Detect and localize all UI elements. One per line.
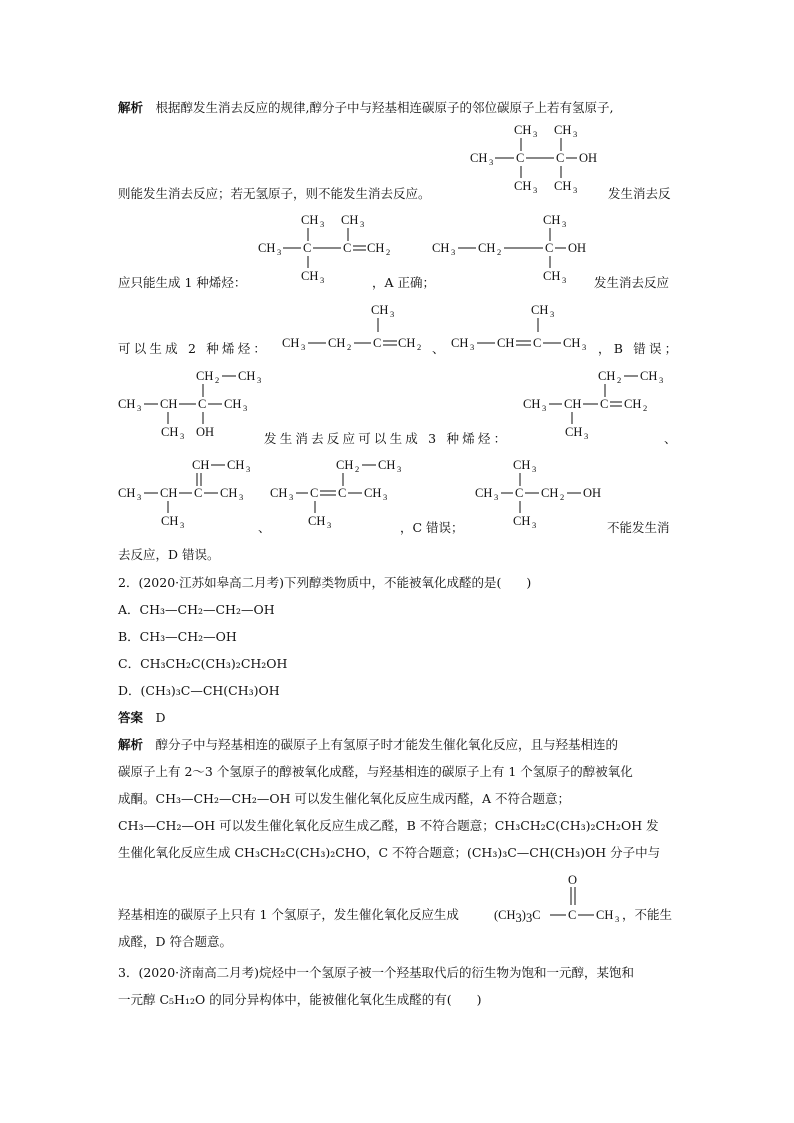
q2-stem: 2．(2020·江苏如皋高二月考)下列醇类物质中，不能被氧化成醛的是( ) bbox=[118, 575, 532, 590]
svg-text:CH: CH bbox=[371, 303, 389, 317]
formula-s2 bbox=[258, 210, 398, 290]
svg-text:OH: OH bbox=[583, 486, 602, 500]
formula-s4 bbox=[282, 300, 432, 360]
svg-text:CH: CH bbox=[513, 458, 531, 472]
svg-text:CH: CH bbox=[227, 458, 245, 472]
svg-text:CH: CH bbox=[118, 486, 136, 500]
svg-text:CH: CH bbox=[336, 458, 354, 472]
analysis1-line5b: 、 bbox=[664, 431, 677, 446]
svg-text:CH: CH bbox=[118, 397, 136, 411]
svg-text:CH: CH bbox=[161, 514, 179, 528]
svg-text:3: 3 bbox=[615, 914, 620, 924]
answer-label: 答案 bbox=[118, 710, 144, 725]
svg-text:CH: CH bbox=[523, 397, 541, 411]
svg-text:2: 2 bbox=[617, 375, 622, 385]
svg-text:CH: CH bbox=[160, 397, 178, 411]
analysis1-line6b: ，C 错误； bbox=[400, 520, 464, 535]
svg-text:3: 3 bbox=[320, 219, 325, 229]
q2-analysis-line5: 生催化氧化反应生成 CH₃CH₂C(CH₃)₂CHO，C 不符合题意；(CH₃)₃C—CH(CH₃)OH 分子中与 bbox=[118, 845, 661, 860]
svg-text:C: C bbox=[600, 397, 609, 411]
svg-text:3: 3 bbox=[494, 492, 499, 502]
q2-option-b: B．CH₃—CH₂—OH bbox=[118, 629, 237, 644]
q2-analysis-line2: 碳原子上有 2～3 个氢原子的醇被氧化成醛，与羟基相连的碳原子上有 1 个氢原子的醇被氧化 bbox=[118, 764, 633, 779]
svg-text:C: C bbox=[556, 151, 565, 165]
svg-text:CH: CH bbox=[238, 369, 256, 383]
svg-text:3: 3 bbox=[327, 520, 332, 530]
q2-option-d: D．(CH₃)₃C—CH(CH₃)OH bbox=[118, 683, 280, 698]
svg-text:3: 3 bbox=[360, 219, 365, 229]
q2-analysis-line3: 成酮。CH₃—CH₂—CH₂—OH 可以发生催化氧化反应生成丙醛，A 不符合题意； bbox=[118, 791, 571, 806]
svg-text:C: C bbox=[515, 486, 524, 500]
svg-text:3: 3 bbox=[180, 520, 185, 530]
svg-text:C: C bbox=[194, 486, 203, 500]
q2-option-c: C．CH₃CH₂C(CH₃)₂CH₂OH bbox=[118, 656, 288, 671]
svg-text:OH: OH bbox=[579, 151, 598, 165]
svg-text:CH: CH bbox=[258, 241, 276, 255]
analysis1-line4a: 可以生成 2 种烯烃： bbox=[118, 341, 270, 356]
svg-text:3: 3 bbox=[180, 431, 185, 441]
formula-s9 bbox=[270, 455, 410, 535]
svg-text:3: 3 bbox=[257, 375, 262, 385]
formula-s7 bbox=[523, 366, 673, 446]
svg-text:CH: CH bbox=[270, 486, 288, 500]
analysis1-line4b: 、 bbox=[432, 341, 445, 356]
q2-analysis-line1 bbox=[118, 737, 618, 753]
analysis1-line3b: ，A 正确； bbox=[372, 275, 436, 290]
svg-text:CH: CH bbox=[451, 336, 469, 350]
svg-text:C: C bbox=[343, 241, 352, 255]
svg-text:3: 3 bbox=[277, 247, 282, 257]
svg-text:3: 3 bbox=[533, 185, 538, 195]
answer-value: D bbox=[155, 710, 166, 725]
q3-line2: 一元醇 C₅H₁₂O 的同分异构体中，能被催化氧化生成醛的有( ) bbox=[118, 992, 482, 1007]
svg-text:3: 3 bbox=[532, 520, 537, 530]
svg-text:2: 2 bbox=[643, 403, 648, 413]
svg-text:3: 3 bbox=[289, 492, 294, 502]
svg-text:CH: CH bbox=[192, 458, 210, 472]
svg-text:CH: CH bbox=[598, 369, 616, 383]
formula-s10 bbox=[475, 455, 615, 535]
svg-text:2: 2 bbox=[355, 464, 360, 474]
formula-s1 bbox=[470, 120, 620, 200]
svg-text:3: 3 bbox=[562, 219, 567, 229]
svg-text:CH: CH bbox=[301, 269, 319, 283]
analysis-label-2: 解析 bbox=[118, 737, 144, 752]
analysis1-line1 bbox=[118, 100, 613, 116]
svg-text:3: 3 bbox=[489, 157, 494, 167]
q2-a1: 醇分子中与羟基相连的碳原子上有氢原子时才能发生催化氧化反应，且与羟基相连的 bbox=[155, 737, 619, 752]
svg-text:CH: CH bbox=[220, 486, 238, 500]
svg-text:CH: CH bbox=[282, 336, 300, 350]
svg-text:CH: CH bbox=[378, 458, 396, 472]
svg-text:2: 2 bbox=[560, 492, 565, 502]
svg-text:3: 3 bbox=[239, 492, 244, 502]
q3-line1: 3．(2020·济南高二月考)烷烃中一个氢原子被一个羟基取代后的衍生物为饱和一元醇，某饱和 bbox=[118, 965, 634, 980]
formula-s3 bbox=[432, 210, 602, 290]
svg-text:3: 3 bbox=[542, 403, 547, 413]
q2-analysis-line7: 成醛，D 符合题意。 bbox=[118, 934, 232, 949]
svg-text:OH: OH bbox=[196, 425, 215, 439]
formula-s5 bbox=[451, 300, 601, 360]
svg-text:CH: CH bbox=[531, 303, 549, 317]
svg-text:CH: CH bbox=[624, 397, 642, 411]
svg-text:3: 3 bbox=[451, 247, 456, 257]
svg-text:2: 2 bbox=[347, 342, 352, 352]
svg-text:3: 3 bbox=[659, 375, 664, 385]
svg-text:3: 3 bbox=[573, 185, 578, 195]
q2-analysis-line6b: ，不能生 bbox=[622, 907, 673, 922]
svg-text:3: 3 bbox=[533, 129, 538, 139]
svg-text:CH: CH bbox=[308, 514, 326, 528]
svg-text:2: 2 bbox=[497, 247, 502, 257]
svg-text:3: 3 bbox=[532, 464, 537, 474]
analysis1-line3a: 应只能生成 1 种烯烃： bbox=[118, 275, 247, 290]
formula-s6 bbox=[118, 366, 268, 446]
svg-text:CH: CH bbox=[341, 213, 359, 227]
svg-text:CH: CH bbox=[475, 486, 493, 500]
svg-text:3: 3 bbox=[582, 342, 587, 352]
svg-text:3: 3 bbox=[573, 129, 578, 139]
q2-option-a: A．CH₃—CH₂—CH₂—OH bbox=[118, 602, 275, 617]
analysis-label: 解析 bbox=[118, 100, 144, 115]
svg-text:C: C bbox=[516, 151, 525, 165]
svg-text:3: 3 bbox=[383, 492, 388, 502]
svg-text:C: C bbox=[198, 397, 207, 411]
svg-text:3: 3 bbox=[550, 309, 555, 319]
svg-text:CH: CH bbox=[224, 397, 242, 411]
svg-text:3: 3 bbox=[137, 492, 142, 502]
svg-text:3: 3 bbox=[320, 275, 325, 285]
analysis1-line6a: 、 bbox=[258, 520, 271, 535]
svg-text:CH: CH bbox=[554, 179, 572, 193]
svg-text:CH: CH bbox=[367, 241, 385, 255]
analysis1-line7: 去反应，D 错误。 bbox=[118, 547, 220, 562]
svg-text:3: 3 bbox=[246, 464, 251, 474]
svg-text:CH: CH bbox=[364, 486, 382, 500]
formula-s8 bbox=[118, 455, 268, 535]
svg-text:OH: OH bbox=[568, 241, 587, 255]
svg-text:CH: CH bbox=[514, 179, 532, 193]
svg-text:3: 3 bbox=[584, 431, 589, 441]
svg-text:CH: CH bbox=[432, 241, 450, 255]
svg-text:CH: CH bbox=[497, 336, 515, 350]
analysis1-line5a: 发生消去反应可以生成 3 种烯烃： bbox=[264, 431, 510, 446]
svg-text:CH: CH bbox=[543, 213, 561, 227]
svg-text:C: C bbox=[533, 336, 542, 350]
svg-text:CH: CH bbox=[301, 213, 319, 227]
q2-answer bbox=[118, 710, 166, 726]
svg-text:2: 2 bbox=[417, 342, 422, 352]
svg-text:3: 3 bbox=[562, 275, 567, 285]
svg-text:CH: CH bbox=[640, 369, 658, 383]
analysis1-line6c: 不能发生消 bbox=[607, 520, 670, 535]
svg-text:CH: CH bbox=[514, 123, 532, 137]
svg-text:CH: CH bbox=[565, 425, 583, 439]
svg-text:CH: CH bbox=[478, 241, 496, 255]
svg-text:CH: CH bbox=[328, 336, 346, 350]
svg-text:2: 2 bbox=[386, 247, 391, 257]
q2-analysis-line6a: 羟基相连的碳原子上只有 1 个氢原子，发生催化氧化反应生成 bbox=[118, 907, 459, 922]
svg-text:CH: CH bbox=[398, 336, 416, 350]
svg-text:C: C bbox=[373, 336, 382, 350]
analysis1-line3c: 发生消去反应 bbox=[594, 275, 670, 290]
svg-text:CH: CH bbox=[563, 336, 581, 350]
svg-text:C: C bbox=[310, 486, 319, 500]
svg-text:CH: CH bbox=[541, 486, 559, 500]
svg-text:CH: CH bbox=[196, 369, 214, 383]
analysis1-text: 根据醇发生消去反应的规律,醇分子中与羟基相连碳原子的邻位碳原子上若有氢原子, bbox=[155, 100, 614, 115]
svg-text:3: 3 bbox=[243, 403, 248, 413]
svg-text:2: 2 bbox=[215, 375, 220, 385]
svg-text:CH: CH bbox=[513, 514, 531, 528]
svg-text:C: C bbox=[303, 241, 312, 255]
tbutyl-group: (CH3)3C bbox=[494, 908, 541, 925]
svg-text:CH: CH bbox=[564, 397, 582, 411]
formula-s11 bbox=[494, 870, 624, 930]
svg-text:3: 3 bbox=[397, 464, 402, 474]
svg-text:CH: CH bbox=[160, 486, 178, 500]
svg-text:CH: CH bbox=[596, 908, 614, 922]
svg-text:C: C bbox=[338, 486, 347, 500]
svg-text:CH: CH bbox=[470, 151, 488, 165]
svg-text:O: O bbox=[568, 873, 578, 887]
svg-text:3: 3 bbox=[137, 403, 142, 413]
svg-text:C: C bbox=[568, 908, 577, 922]
analysis1-line2a: 则能发生消去反应；若无氢原子，则不能发生消去反应。 bbox=[118, 186, 431, 201]
analysis1-line2b: 发生消去反 bbox=[608, 186, 671, 201]
svg-text:CH: CH bbox=[543, 269, 561, 283]
q2-analysis-line4: CH₃—CH₂—OH 可以发生催化氧化反应生成乙醛，B 不符合题意；CH₃CH₂C(CH₃)₂CH₂OH 发 bbox=[118, 818, 659, 833]
svg-text:C: C bbox=[545, 241, 554, 255]
svg-text:CH: CH bbox=[554, 123, 572, 137]
svg-text:3: 3 bbox=[470, 342, 475, 352]
svg-text:3: 3 bbox=[390, 309, 395, 319]
analysis1-line4c: ，B 错误； bbox=[598, 341, 681, 356]
svg-text:3: 3 bbox=[301, 342, 306, 352]
svg-text:CH: CH bbox=[161, 425, 179, 439]
